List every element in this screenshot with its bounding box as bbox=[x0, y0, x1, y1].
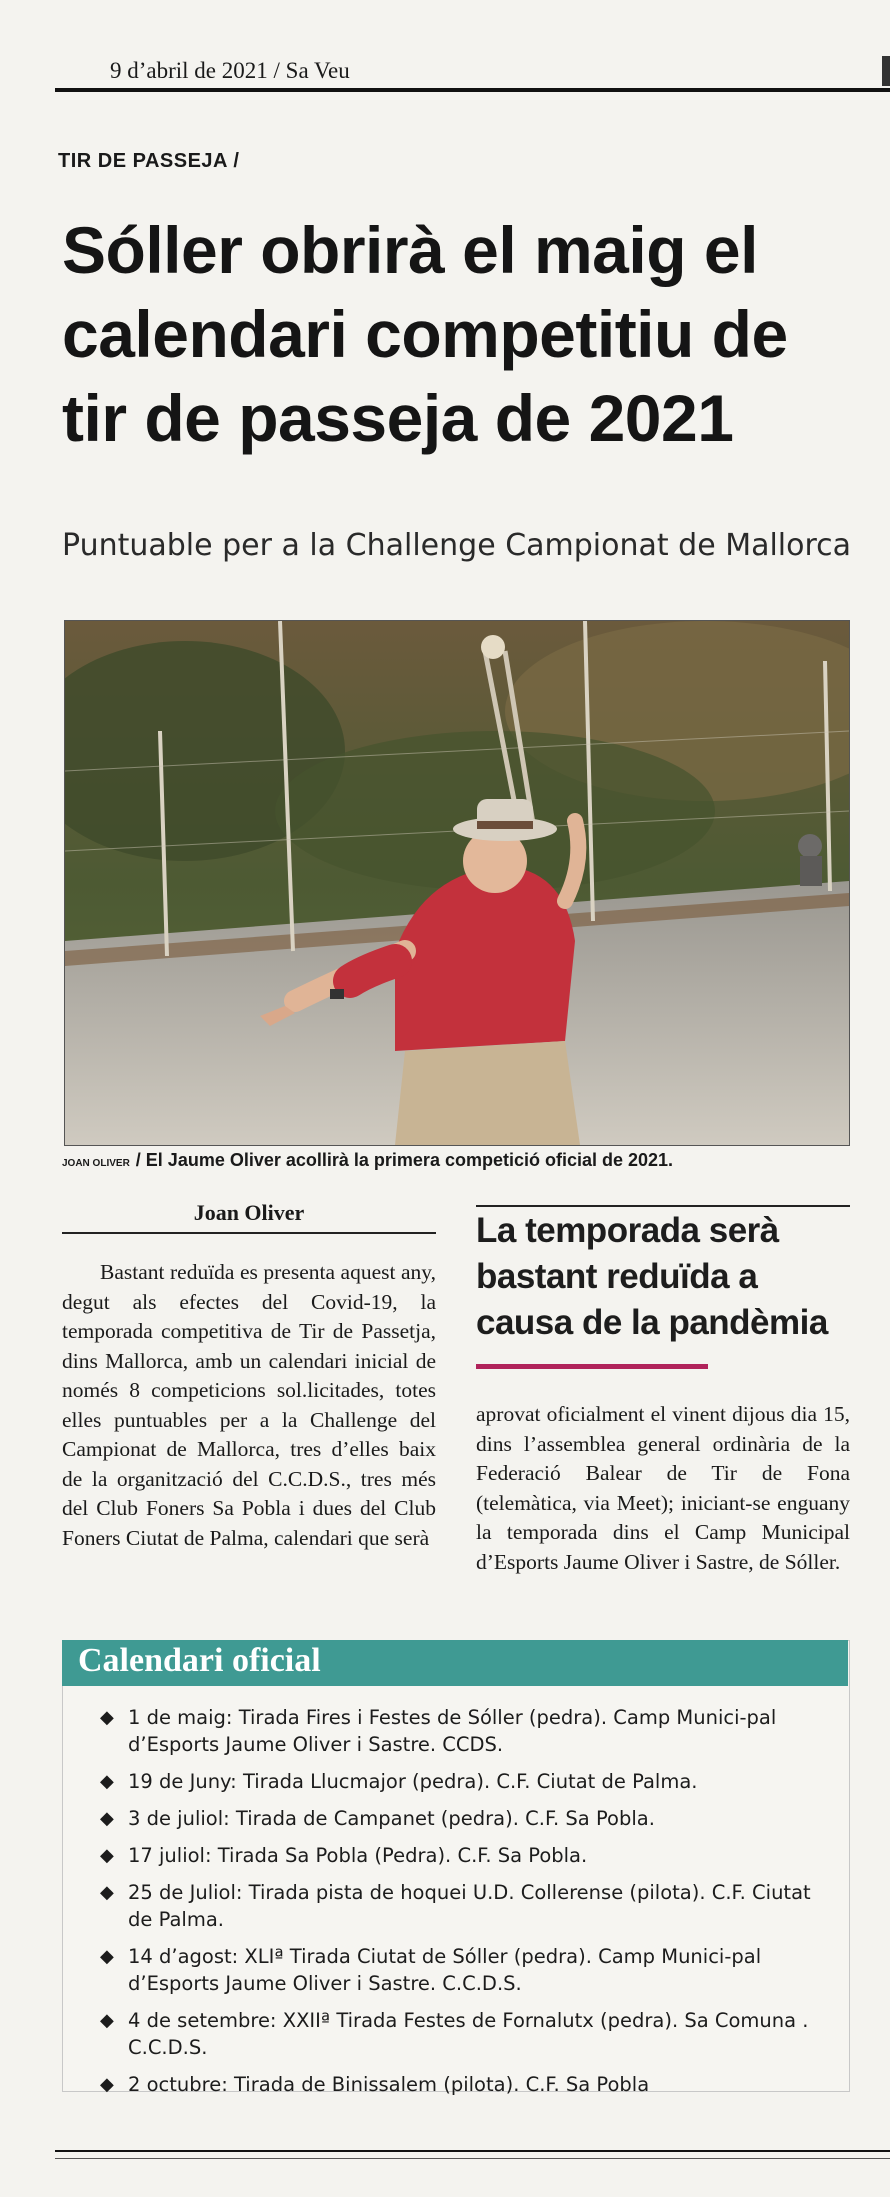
byline-rule bbox=[62, 1232, 436, 1234]
photo-credit: JOAN OLIVER bbox=[62, 1158, 130, 1169]
calendar-list bbox=[100, 1704, 830, 2108]
pull-quote-line-2: bastant reduïda a bbox=[476, 1257, 758, 1296]
headline-line-1: Sóller obrirà el maig el bbox=[62, 213, 758, 287]
section-label: TIR DE PASSEJA / bbox=[58, 150, 240, 172]
pull-quote bbox=[476, 1208, 866, 1346]
calendar-item: ◆ 25 de Juliol: Tirada pista de hoquei U.D. Collerense (pilota). C.F. Ciutat de Palma. bbox=[100, 1881, 811, 1931]
photo-caption-text: / El Jaume Oliver acollirà la primera competició oficial de 2021. bbox=[135, 1150, 674, 1170]
calendar-title: Calendari oficial bbox=[78, 1642, 321, 1679]
diamond-bullet-icon: ◆ bbox=[100, 1845, 114, 1866]
pull-quote-line-1: La temporada serà bbox=[476, 1211, 779, 1250]
headline bbox=[62, 208, 862, 460]
calendar-item: ◆ 17 juliol: Tirada Sa Pobla (Pedra). C.F. Sa Pobla. bbox=[100, 1844, 588, 1867]
headline-line-3: tir de passeja de 2021 bbox=[62, 381, 734, 455]
subheadline: Puntuable per a la Challenge Campionat de Mallorca bbox=[62, 528, 852, 563]
dateline: 9 d’abril de 2021 / Sa Veu bbox=[110, 58, 350, 83]
headline-line-2: calendari competitiu de bbox=[62, 297, 788, 371]
right-column-text: aprovat oficialment el vinent dijous dia 15, dins l’assemblea general ordinària de la Federació Balear de Tir de Fona (telemàtica, via Meet); iniciant-se enguany la temporada dins el Camp Municipal d’Esports Jaume Oliver i Sastre, de Sóller. bbox=[476, 1402, 850, 1574]
author-byline: Joan Oliver bbox=[193, 1200, 305, 1225]
footer-rule bbox=[55, 2150, 890, 2152]
pull-quote-accent bbox=[476, 1364, 708, 1369]
left-column-text: Bastant reduïda es presenta aquest any, degut als efectes del Covid-19, la temporada competitiva de Tir de Passetja, dins Mallorca, amb un calendari inicial de només 8 competicions sol.licitades, totes elles puntuables per a la Challenge del Campionat de Mallorca, tres d’elles baix de la organització del C.C.D.S., tres més del Club Foners Sa Pobla i dues del Club Foners Ciutat de Palma, calendari que serà bbox=[62, 1260, 436, 1550]
slinger-photo-illustration bbox=[65, 621, 849, 1145]
pull-quote-line-3: causa de la pandèmia bbox=[476, 1303, 828, 1342]
diamond-bullet-icon: ◆ bbox=[100, 1946, 114, 1967]
article-left-column bbox=[62, 1258, 436, 1553]
footer-rule-thin bbox=[55, 2158, 890, 2159]
header-rule bbox=[55, 88, 890, 92]
photo-caption bbox=[62, 1150, 673, 1171]
calendar-item: ◆ 2 octubre: Tirada de Binissalem (pilota). C.F. Sa Pobla bbox=[100, 2073, 650, 2096]
calendar-item: ◆ 14 d’agost: XLIª Tirada Ciutat de Sóller (pedra). Camp Munici-pal d’Esports Jaume Oliver i Sastre. C.C.D.S. bbox=[100, 1945, 762, 1995]
article-right-column bbox=[476, 1400, 850, 1577]
calendar-item: ◆ 19 de Juny: Tirada Llucmajor (pedra). C.F. Ciutat de Palma. bbox=[100, 1770, 698, 1793]
diamond-bullet-icon: ◆ bbox=[100, 1771, 114, 1792]
calendar-item: ◆ 4 de setembre: XXIIª Tirada Festes de Fornalutx (pedra). Sa Comuna . C.C.D.S. bbox=[100, 2009, 809, 2059]
diamond-bullet-icon: ◆ bbox=[100, 2010, 114, 2031]
calendar-item: ◆ 1 de maig: Tirada Fires i Festes de Sóller (pedra). Camp Munici-pal d’Esports Jaume Oliver i Sastre. CCDS. bbox=[100, 1706, 777, 1756]
diamond-bullet-icon: ◆ bbox=[100, 1707, 114, 1728]
pull-quote-rule bbox=[476, 1205, 850, 1207]
diamond-bullet-icon: ◆ bbox=[100, 1808, 114, 1829]
calendar-item: ◆ 3 de juliol: Tirada de Campanet (pedra). C.F. Sa Pobla. bbox=[100, 1807, 655, 1830]
page-edge-mark bbox=[882, 56, 890, 86]
article-photo bbox=[64, 620, 850, 1146]
diamond-bullet-icon: ◆ bbox=[100, 2074, 114, 2095]
diamond-bullet-icon: ◆ bbox=[100, 1882, 114, 1903]
